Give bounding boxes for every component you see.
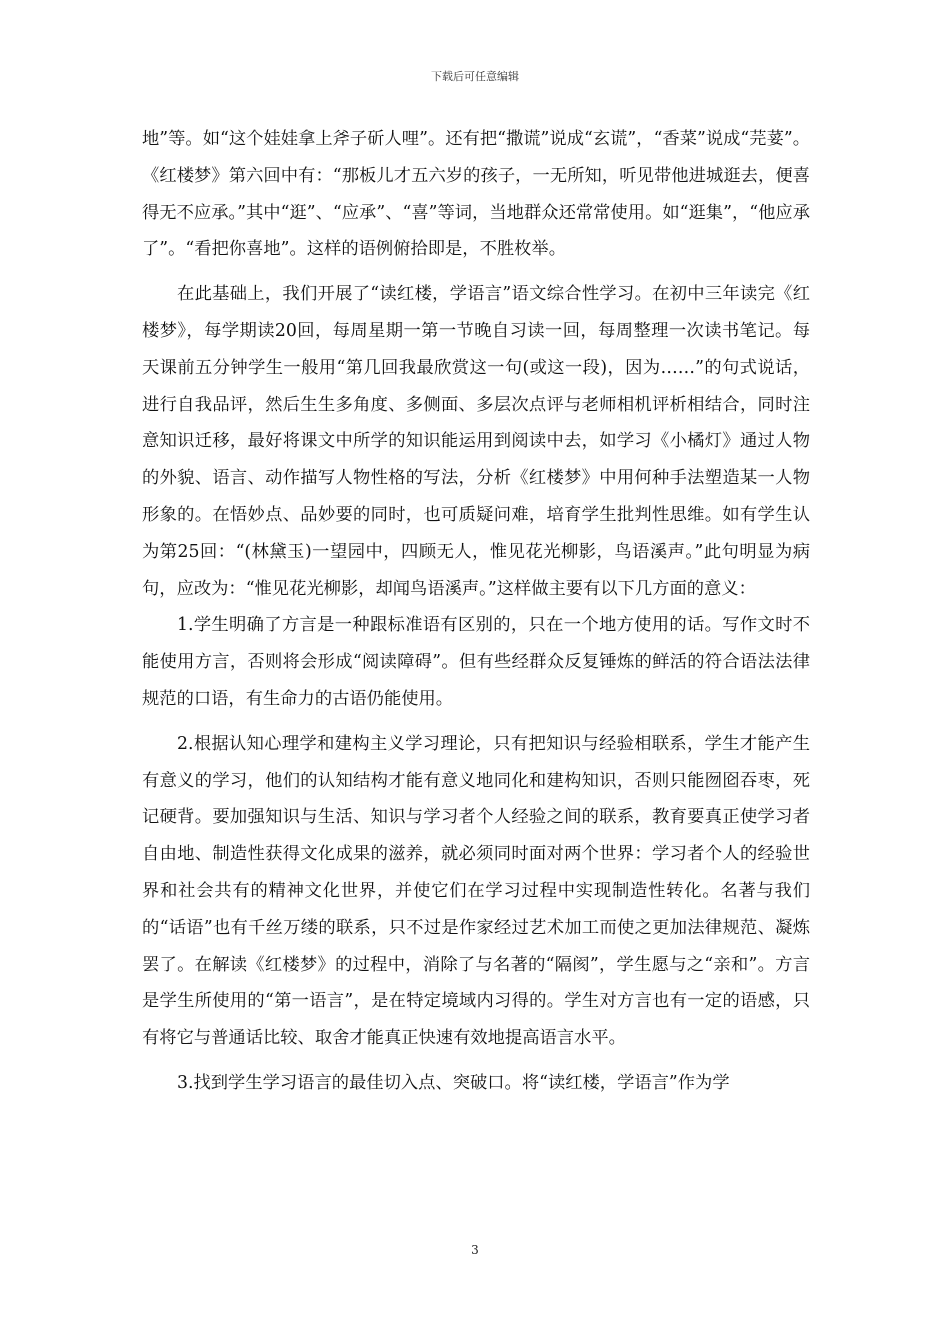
paragraph: 在此基础上，我们开展了“读红楼，学语言”语文综合性学习。在初中三年读完《红楼梦》，每学期读20回，每周星期一第一节晚自习读一回，每周整理一次读书笔记。每天课前五分钟学生一般用“第几回我最欣赏这一句(或这一段)，因为……”的句式说话，进行自我品评，然后生生多角度、多侧面、多层次点评与老师相机评析相结合，同时注意知识迁移，最好将课文中所学的知识能运用到阅读中去，如学习《小橘灯》通过人物的外貌、语言、动作描写人物性格的写法，分析《红楼梦》中用何种手法塑造某一人物形象的。在悟妙点、品妙要的同时，也可质疑问难，培育学生批判性思维。如有学生认为第25回：“(林黛玉)一望园中，四顾无人，惟见花光柳影，鸟语溪声。”此句明显为病句，应改为：“惟见花光柳影，却闻鸟语溪声。”这样做主要有以下几方面的意义： [142, 284, 810, 599]
page-number: 3 [471, 1243, 479, 1257]
list-item-2: 2.根据认知心理学和建构主义学习理论，只有把知识与经验相联系，学生才能产生有意义的学习，他们的认知结构才能有意义地同化和建构知识，否则只能囫囵吞枣，死记硬背。要加强知识与生活、知识与学习者个人经验之间的联系，教育要真正使学习者自由地、制造性获得文化成果的滋养，就必须同时面对两个世界：学习者个人的经验世界和社会共有的精神文化世界，并使它们在学习过程中实现制造性转化。名著与我们的“话语”也有千丝万缕的联系，只不过是作家经过艺术加工而使之更加法律规范、凝炼罢了。在解读《红楼梦》的过程中，消除了与名著的“隔阂”，学生愿与之“亲和”。方言是学生所使用的“第一语言”，是在特定境域内习得的。学生对方言也有一定的语感，只有将它与普通话比较、取舍才能真正快速有效地提高语言水平。 [142, 733, 810, 1049]
list-item-3: 3.找到学生学习语言的最佳切入点、突破口。将“读红楼，学语言”作为学 [177, 1072, 730, 1093]
page-header: 下载后可任意编辑 [431, 70, 519, 83]
paragraph-continued: 地”等。如“这个娃娃拿上斧子斫人哩”。还有把“撒谎”说成“玄谎”，“香菜”说成“芫荽”。《红楼梦》第六回中有：“那板儿才五六岁的孩子，一无所知，听见带他进城逛去，便喜得无不应承。”其中“逛”、“应承”、“喜”等词，当地群众还常常使用。如“逛集”，“他应承了”。“看把你喜地”。这样的语例俯拾即是，不胜枚举。 [142, 129, 810, 260]
document-body [142, 121, 810, 1102]
list-item-1: 1.学生明确了方言是一种跟标准语有区别的，只在一个地方使用的话。写作文时不能使用方言，否则将会形成“阅读障碍”。但有些经群众反复锤炼的鲜活的符合语法法律规范的口语，有生命力的古语仍能使用。 [142, 615, 810, 709]
